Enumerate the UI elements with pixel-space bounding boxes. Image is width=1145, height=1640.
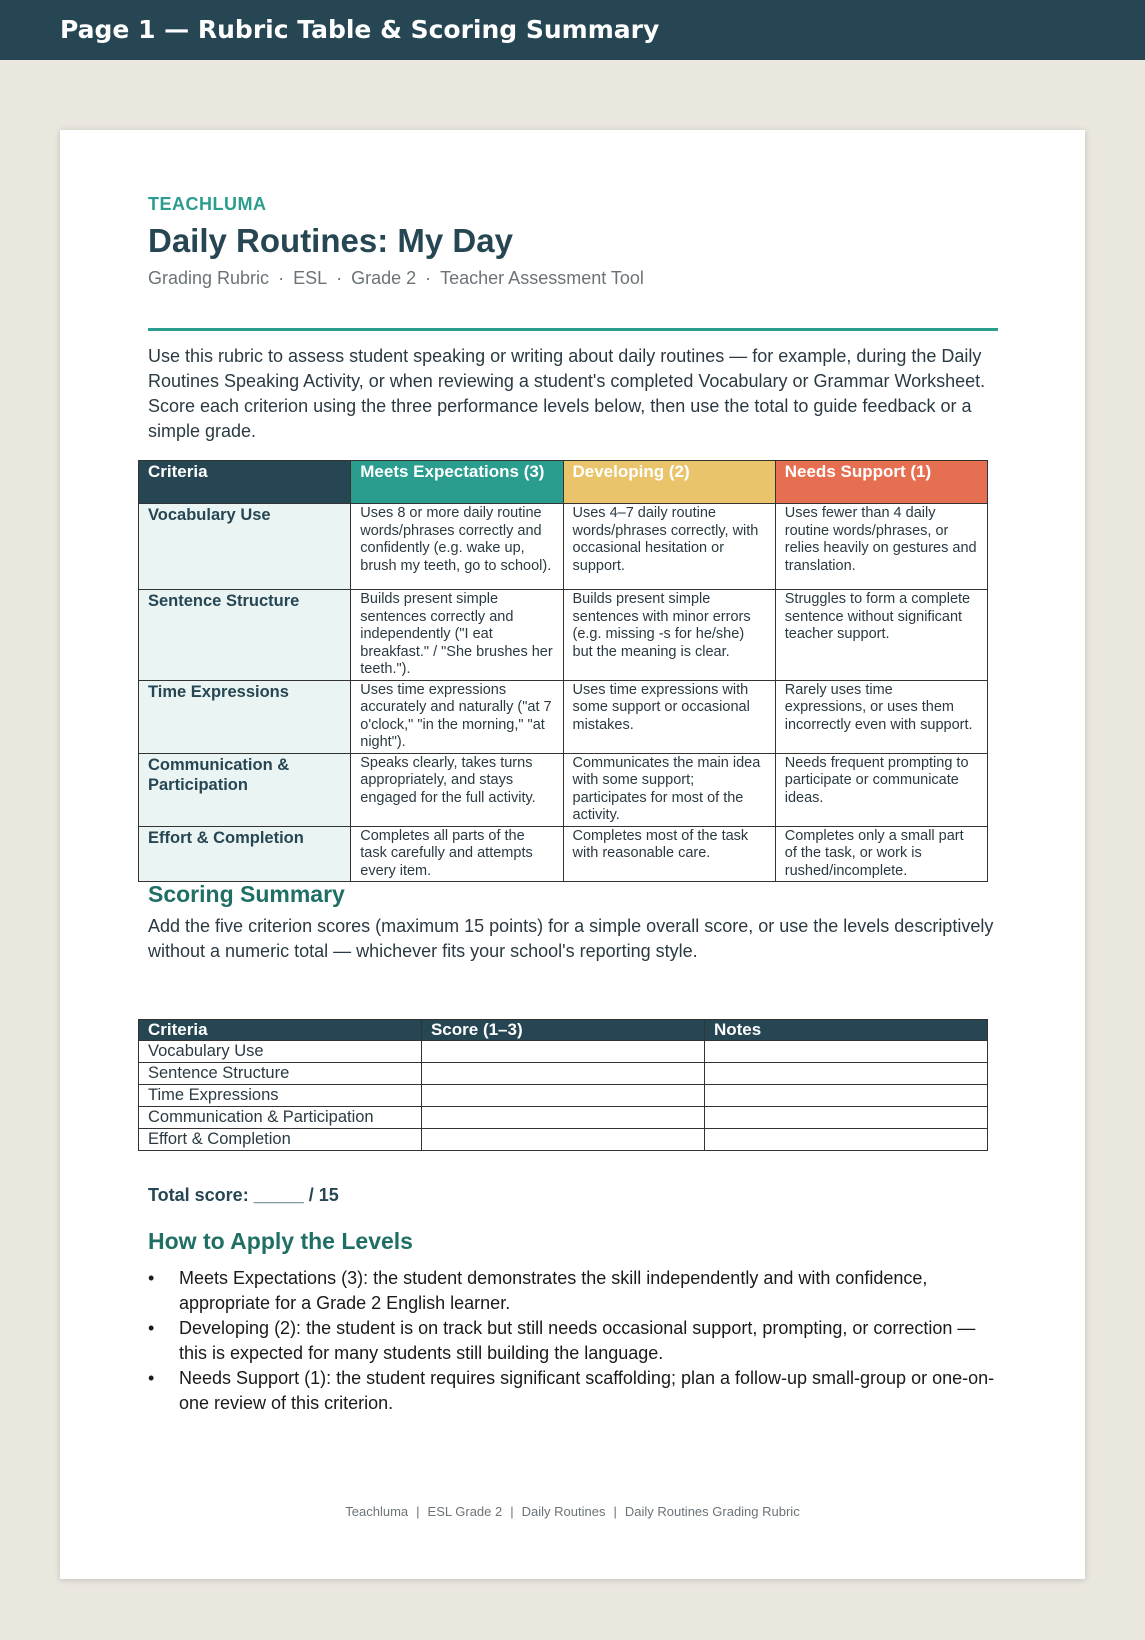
rubric-row bbox=[139, 590, 988, 681]
bullet-icon: • bbox=[148, 1268, 155, 1288]
document-title: Daily Routines: My Day bbox=[148, 222, 513, 259]
score-entry-cell[interactable] bbox=[421, 1085, 704, 1107]
rubric-criterion: Effort & Completion bbox=[139, 826, 351, 882]
rubric-cell: Needs frequent prompting to participate or communicate ideas. bbox=[775, 753, 987, 826]
score-criterion: Vocabulary Use bbox=[139, 1041, 422, 1063]
score-row bbox=[139, 1107, 988, 1129]
intro-paragraph: Use this rubric to assess student speaking or writing about daily routines — for example, during the Daily Routines Speaking Activity, or when reviewing a student's completed Vocabulary or Grammar Worksheet. Score each criterion using the three performance levels below, then use the total to guide feedback or a simple grade. bbox=[148, 346, 986, 441]
brand-label: TEACHLUMA bbox=[148, 194, 267, 214]
scoring-summary-intro: Add the five criterion scores (maximum 15 points) for a simple overall score, or use the levels descriptively without a numeric total — whichever fits your school's reporting style. bbox=[148, 916, 994, 961]
rubric-cell: Speaks clearly, takes turns appropriately, and stays engaged for the full activity. bbox=[351, 753, 563, 826]
footer-separator: | bbox=[510, 1504, 514, 1519]
levels-heading: How to Apply the Levels bbox=[148, 1228, 413, 1254]
score-row bbox=[139, 1129, 988, 1151]
score-criterion: Effort & Completion bbox=[139, 1129, 422, 1151]
rubric-cell: Uses fewer than 4 daily routine words/phrases, or relies heavily on gestures and translation. bbox=[775, 504, 987, 590]
rubric-cell: Completes most of the task with reasonable care. bbox=[563, 826, 775, 882]
notes-entry-cell[interactable] bbox=[704, 1063, 987, 1085]
subtitle-part: Teacher Assessment Tool bbox=[440, 268, 644, 288]
rubric-criterion: Time Expressions bbox=[139, 680, 351, 753]
page-footer bbox=[60, 1504, 1085, 1519]
rubric-cell: Struggles to form a complete sentence without significant teacher support. bbox=[775, 590, 987, 681]
rubric-row bbox=[139, 504, 988, 590]
score-header-criteria: Criteria bbox=[139, 1020, 422, 1041]
score-criterion: Communication & Participation bbox=[139, 1107, 422, 1129]
score-header-score: Score (1–3) bbox=[421, 1020, 704, 1041]
rubric-table bbox=[138, 460, 988, 882]
list-item-text: Needs Support (1): the student requires significant scaffolding; plan a follow-up small-group or one-on-one review of this criterion. bbox=[179, 1368, 995, 1413]
footer-separator: | bbox=[416, 1504, 420, 1519]
score-row bbox=[139, 1085, 988, 1107]
rubric-criterion: Sentence Structure bbox=[139, 590, 351, 681]
score-entry-cell[interactable] bbox=[421, 1063, 704, 1085]
subtitle-part: Grading Rubric bbox=[148, 268, 270, 288]
score-entry-cell[interactable] bbox=[421, 1041, 704, 1063]
footer-part: Daily Routines bbox=[521, 1504, 606, 1519]
notes-entry-cell[interactable] bbox=[704, 1107, 987, 1129]
rubric-header-row bbox=[139, 461, 988, 504]
footer-separator: | bbox=[613, 1504, 617, 1519]
page-header-title: Page 1 — Rubric Table & Scoring Summary bbox=[60, 15, 660, 44]
score-entry-cell[interactable] bbox=[421, 1129, 704, 1151]
rubric-header-developing: Developing (2) bbox=[563, 461, 775, 504]
subtitle-separator: · bbox=[336, 268, 343, 288]
bullet-icon: • bbox=[148, 1368, 155, 1388]
list-item bbox=[148, 1366, 998, 1416]
rubric-cell: Uses time expressions with some support or occasional mistakes. bbox=[563, 680, 775, 753]
page-header-bar bbox=[0, 0, 1145, 60]
notes-entry-cell[interactable] bbox=[704, 1085, 987, 1107]
document-page bbox=[60, 130, 1085, 1579]
rubric-cell: Builds present simple sentences correctly and independently ("I eat breakfast." / "She brushes her teeth."). bbox=[351, 590, 563, 681]
levels-list bbox=[148, 1266, 998, 1416]
list-item-text: Developing (2): the student is on track but still needs occasional support, prompting, or correction — this is expected for many students still building the language. bbox=[179, 1318, 976, 1363]
notes-entry-cell[interactable] bbox=[704, 1041, 987, 1063]
rubric-cell: Uses time expressions accurately and naturally ("at 7 o'clock," "in the morning," "at night"). bbox=[351, 680, 563, 753]
footer-part: ESL Grade 2 bbox=[427, 1504, 503, 1519]
score-criterion: Time Expressions bbox=[139, 1085, 422, 1107]
subtitle-separator: · bbox=[425, 268, 432, 288]
rubric-cell: Completes all parts of the task carefully and attempts every item. bbox=[351, 826, 563, 882]
title-divider bbox=[148, 328, 998, 331]
total-score-line: Total score: _____ / 15 bbox=[148, 1185, 339, 1205]
score-row bbox=[139, 1063, 988, 1085]
score-entry-cell[interactable] bbox=[421, 1107, 704, 1129]
score-header-row bbox=[139, 1020, 988, 1041]
scoring-summary-heading: Scoring Summary bbox=[148, 881, 345, 907]
rubric-row bbox=[139, 826, 988, 882]
subtitle-separator: · bbox=[278, 268, 285, 288]
document-subtitle bbox=[148, 268, 644, 289]
score-table bbox=[138, 1019, 988, 1151]
rubric-cell: Completes only a small part of the task, or work is rushed/incomplete. bbox=[775, 826, 987, 882]
list-item bbox=[148, 1316, 998, 1366]
notes-entry-cell[interactable] bbox=[704, 1129, 987, 1151]
rubric-header-needs-support: Needs Support (1) bbox=[775, 461, 987, 504]
rubric-header-criteria: Criteria bbox=[139, 461, 351, 504]
score-row bbox=[139, 1041, 988, 1063]
rubric-row bbox=[139, 680, 988, 753]
subtitle-part: ESL bbox=[293, 268, 328, 288]
rubric-cell: Communicates the main idea with some support; participates for most of the activity. bbox=[563, 753, 775, 826]
rubric-cell: Uses 4–7 daily routine words/phrases correctly, with occasional hesitation or support. bbox=[563, 504, 775, 590]
score-criterion: Sentence Structure bbox=[139, 1063, 422, 1085]
bullet-icon: • bbox=[148, 1318, 155, 1338]
list-item bbox=[148, 1266, 998, 1316]
footer-part: Daily Routines Grading Rubric bbox=[624, 1504, 800, 1519]
rubric-criterion: Communication & Participation bbox=[139, 753, 351, 826]
rubric-cell: Rarely uses time expressions, or uses them incorrectly even with support. bbox=[775, 680, 987, 753]
rubric-criterion: Vocabulary Use bbox=[139, 504, 351, 590]
list-item-text: Meets Expectations (3): the student demonstrates the skill independently and with confidence, appropriate for a Grade 2 English learner. bbox=[179, 1268, 928, 1313]
rubric-row bbox=[139, 753, 988, 826]
subtitle-part: Grade 2 bbox=[351, 268, 417, 288]
footer-part: Teachluma bbox=[345, 1504, 409, 1519]
rubric-header-meets: Meets Expectations (3) bbox=[351, 461, 563, 504]
rubric-cell: Uses 8 or more daily routine words/phrases correctly and confidently (e.g. wake up, brush my teeth, go to school). bbox=[351, 504, 563, 590]
rubric-cell: Builds present simple sentences with minor errors (e.g. missing -s for he/she) but the meaning is clear. bbox=[563, 590, 775, 681]
score-header-notes: Notes bbox=[704, 1020, 987, 1041]
